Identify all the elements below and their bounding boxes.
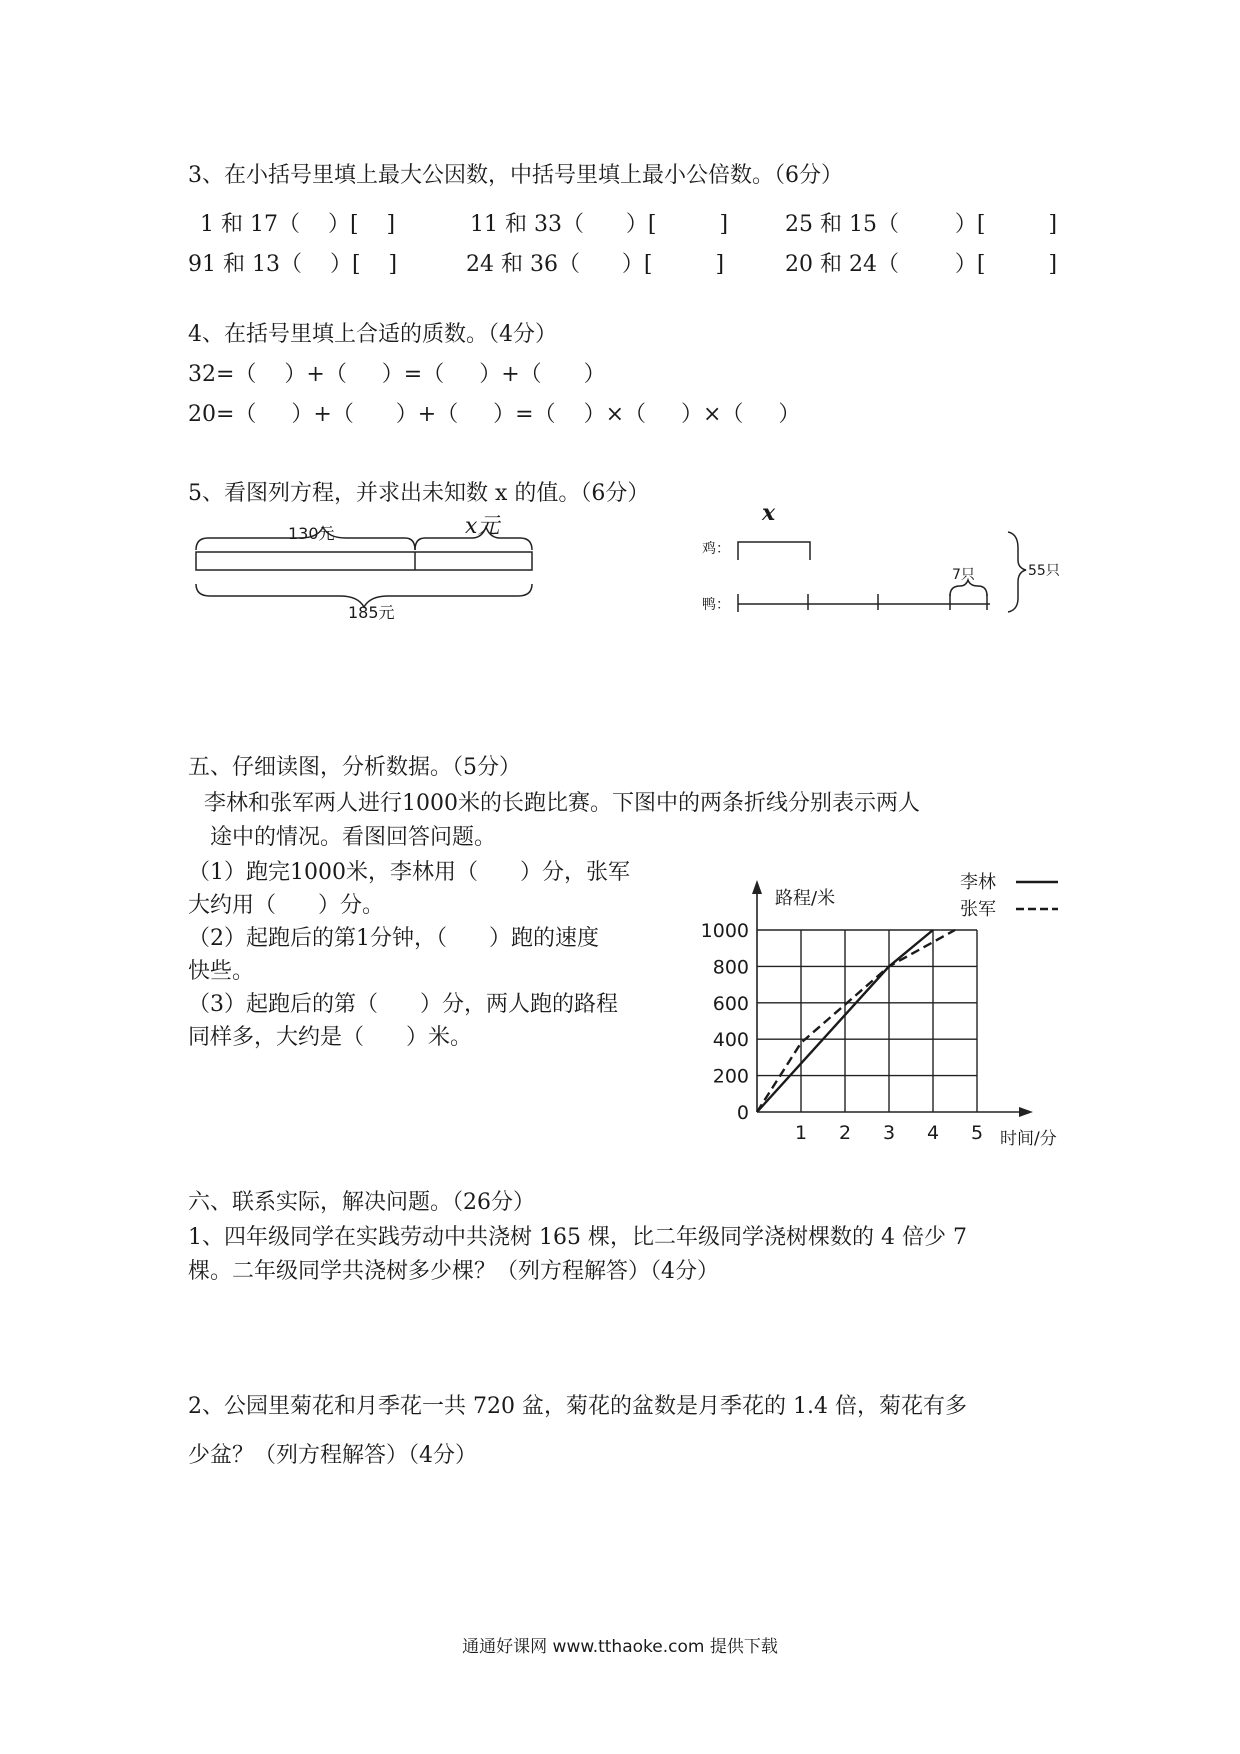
q3-item: 91 和 13（ ）[ ] — [188, 252, 398, 277]
y-tick-label: 0 — [736, 1102, 749, 1124]
label-55: 55只 — [1028, 563, 1060, 579]
y-axis-label: 路程/米 — [775, 888, 836, 909]
s5-intro1: 李林和张军两人进行1000米的长跑比赛。下图中的两条折线分别表示两人 — [204, 791, 920, 816]
s6-p2a: 2、公园里菊花和月季花一共 720 盆，菊花的盆数是月季花的 1.4 倍，菊花有多 — [188, 1394, 967, 1419]
q4-title: 4、在括号里填上合适的质数。（4分） — [188, 322, 557, 347]
label-7: 7只 — [952, 567, 975, 583]
q3-item: 20 和 24（ ）[ ] — [785, 252, 1058, 277]
q4-line1: 32=（ ）+（ ）=（ ）+（ ） — [188, 362, 606, 387]
footer: 通通好课网 www.tthaoke.com 提供下载 — [462, 1637, 778, 1657]
s6-p2b: 少盆？（列方程解答）（4分） — [188, 1443, 477, 1468]
legend-label: 张军 — [960, 899, 996, 920]
y-tick-label: 1000 — [700, 920, 749, 942]
x-tick-label: 2 — [838, 1122, 852, 1144]
label-duck: 鸭： — [702, 597, 730, 613]
x-tick-label: 5 — [970, 1122, 984, 1144]
y-axis-arrow — [752, 880, 762, 894]
s5-intro2: 途中的情况。看图回答问题。 — [210, 825, 497, 850]
y-tick-label: 800 — [712, 956, 749, 979]
s5-q1a: （1）跑完1000米，李林用（ ）分，张军 — [188, 860, 630, 885]
y-tick-label: 400 — [712, 1029, 749, 1052]
q3-item: 24 和 36（ ）[ ] — [466, 252, 725, 277]
label-x-yuan: x元 — [465, 514, 500, 539]
q3-item: 1 和 17（ ）[ ] — [200, 212, 396, 237]
x-axis-label: 时间/分 — [1000, 1129, 1057, 1149]
s5-title: 五、仔细读图，分析数据。（5分） — [188, 755, 521, 780]
y-tick-label: 600 — [712, 992, 749, 1015]
q3-item: 11 和 33（ ）[ ] — [470, 212, 729, 237]
s6-p1a: 1、四年级同学在实践劳动中共浇树 165 棵，比二年级同学浇树棵数的 4 倍少 7 — [188, 1225, 967, 1250]
y-tick-label: 200 — [712, 1065, 749, 1088]
x-tick-label: 4 — [926, 1122, 940, 1144]
x-tick-label: 1 — [794, 1122, 808, 1144]
q3-title: 3、在小括号里填上最大公因数，中括号里填上最小公倍数。（6分） — [188, 163, 843, 188]
q4-line2: 20=（ ）+（ ）+（ ）=（ ）×（ ）×（ ） — [188, 402, 801, 427]
s5-q2a: （2）起跑后的第1分钟，（ ）跑的速度 — [188, 926, 599, 951]
s5-q3a: （3）起跑后的第（ ）分，两人跑的路程 — [188, 992, 618, 1017]
s6-title: 六、联系实际，解决问题。（26分） — [188, 1190, 535, 1215]
label-185: 185元 — [348, 603, 395, 622]
series-line-dashed — [757, 930, 955, 1112]
s5-q1b: 大约用（ ）分。 — [188, 893, 384, 918]
x-tick-label: 3 — [882, 1122, 896, 1144]
label-chicken: 鸡： — [702, 541, 730, 557]
s5-q3b: 同样多，大约是（ ）米。 — [188, 1025, 472, 1050]
label-x: x — [762, 500, 776, 526]
legend-label: 李林 — [960, 872, 996, 893]
x-axis-arrow — [1019, 1107, 1033, 1117]
s5-q2b: 快些。 — [188, 959, 255, 984]
s6-p1b: 棵。二年级同学共浇树多少棵？（列方程解答）（4分） — [188, 1259, 719, 1284]
q5-title: 5、看图列方程，并求出未知数 x 的值。（6分） — [188, 481, 650, 506]
q3-item: 25 和 15（ ）[ ] — [785, 212, 1058, 237]
label-130: 130元 — [288, 524, 335, 543]
